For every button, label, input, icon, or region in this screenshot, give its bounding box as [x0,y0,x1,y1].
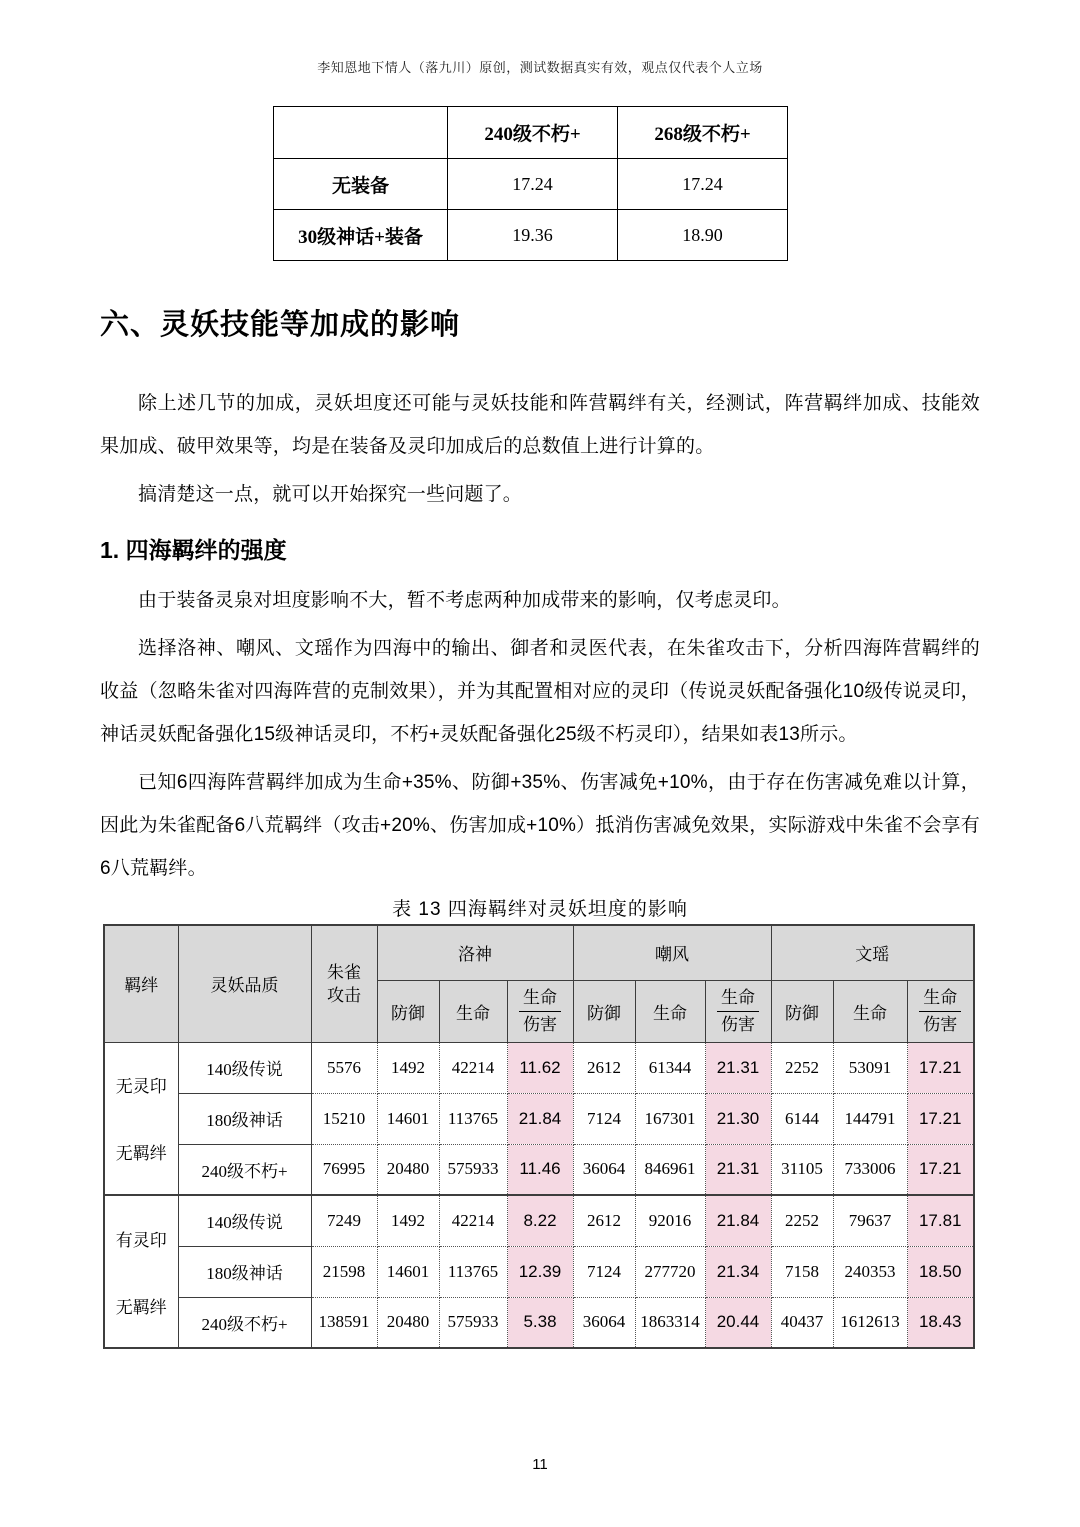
header-chaofeng-hp: 生命 [635,980,705,1042]
top-table-row-label: 30级神话+装备 [274,210,448,261]
header-group-luoshen: 洛神 [377,925,573,980]
quality-cell: 140级传说 [178,1042,311,1093]
header-wenyao-ratio [907,980,974,1042]
bond-label-line: 无灵印 [115,1077,167,1097]
luoshen-def-cell: 20480 [377,1297,439,1348]
luoshen-def-cell: 1492 [377,1195,439,1246]
chaofeng-ratio-cell: 21.34 [705,1246,771,1297]
zhuque-attack-cell: 5576 [311,1042,377,1093]
luoshen-ratio-cell: 21.84 [507,1093,573,1144]
chaofeng-hp-cell: 1863314 [635,1297,705,1348]
luoshen-hp-cell: 113765 [439,1246,507,1297]
chaofeng-ratio-cell: 21.30 [705,1093,771,1144]
wenyao-hp-cell: 53091 [833,1042,907,1093]
header-zhuque-line2: 攻击 [327,985,361,1005]
luoshen-hp-cell: 42214 [439,1195,507,1246]
chaofeng-def-cell: 2612 [573,1042,635,1093]
section-heading: 六、灵妖技能等加成的影响 [100,309,461,341]
table-row [104,1042,974,1093]
luoshen-hp-cell: 113765 [439,1093,507,1144]
header-chaofeng-ratio [705,980,771,1042]
page-header-note: 李知恩地下情人（落九川）原创，测试数据真实有效，观点仅代表个人立场 [317,60,763,75]
chaofeng-def-cell: 36064 [573,1144,635,1195]
luoshen-def-cell: 1492 [377,1042,439,1093]
luoshen-ratio-cell: 5.38 [507,1297,573,1348]
wenyao-hp-cell: 1612613 [833,1297,907,1348]
luoshen-hp-cell: 575933 [439,1144,507,1195]
zhuque-attack-cell: 21598 [311,1246,377,1297]
chaofeng-hp-cell: 61344 [635,1042,705,1093]
zhuque-attack-cell: 76995 [311,1144,377,1195]
wenyao-hp-cell: 79637 [833,1195,907,1246]
quality-cell: 180级神话 [178,1246,311,1297]
quality-cell: 180级神话 [178,1093,311,1144]
wenyao-ratio-cell: 17.21 [907,1093,974,1144]
table-row [274,159,788,210]
luoshen-ratio-cell: 8.22 [507,1195,573,1246]
header-quality: 灵妖品质 [178,925,311,1042]
wenyao-hp-cell: 240353 [833,1246,907,1297]
header-luoshen-def: 防御 [377,980,439,1042]
chaofeng-hp-cell: 167301 [635,1093,705,1144]
paragraph: 已知6四海阵营羁绊加成为生命+35%、防御+35%、伤害减免+10%，由于存在伤害减免难以计算，因此为朱雀配备6八荒羁绊（攻击+20%、伤害加成+10%）抵消伤害减免效果，实际游戏中朱雀不会享有6八荒羁绊。 [100,772,980,879]
header-zhuque-attack [311,925,377,1042]
hp-damage-fraction: $\frac{\text{生命}}{\text{伤害}}$ [717,987,759,1036]
table13-bond-effect-table [103,924,975,1349]
luoshen-hp-cell: 575933 [439,1297,507,1348]
header-chaofeng-def: 防御 [573,980,635,1042]
wenyao-ratio-cell: 17.21 [907,1144,974,1195]
header-zhuque-line1: 朱雀 [327,962,361,982]
header-group-chaofeng: 嘲风 [573,925,771,980]
subsection-heading: 1. 四海羁绊的强度 [100,537,287,563]
zhuque-attack-cell: 138591 [311,1297,377,1348]
table-header-row [104,925,974,980]
table-row [104,1246,974,1297]
wenyao-hp-cell: 144791 [833,1093,907,1144]
wenyao-ratio-cell: 18.50 [907,1246,974,1297]
top-table-row-label: 无装备 [274,159,448,210]
top-table-col-header-240: 240级不朽+ [448,107,618,159]
header-luoshen-hp: 生命 [439,980,507,1042]
table-header-row [274,107,788,159]
luoshen-def-cell: 14601 [377,1093,439,1144]
header-bond: 羁绊 [104,925,178,1042]
table13-caption: 表 13 四海羁绊对灵妖坦度的影响 [392,899,688,920]
paragraph: 搞清楚这一点，就可以开始探究一些问题了。 [138,484,523,505]
wenyao-ratio-cell: 17.81 [907,1195,974,1246]
chaofeng-hp-cell: 846961 [635,1144,705,1195]
quality-cell: 240级不朽+ [178,1144,311,1195]
wenyao-def-cell: 2252 [771,1042,833,1093]
bond-label-line: 无羁绊 [115,1297,167,1317]
chaofeng-hp-cell: 92016 [635,1195,705,1246]
top-table-value: 17.24 [448,159,618,210]
top-table-value: 17.24 [618,159,788,210]
table-row [104,1195,974,1246]
wenyao-def-cell: 31105 [771,1144,833,1195]
chaofeng-def-cell: 36064 [573,1297,635,1348]
header-luoshen-ratio [507,980,573,1042]
chaofeng-def-cell: 7124 [573,1246,635,1297]
quality-cell: 240级不朽+ [178,1297,311,1348]
luoshen-def-cell: 20480 [377,1144,439,1195]
chaofeng-ratio-cell: 21.31 [705,1144,771,1195]
bond-label-line: 有灵印 [115,1230,167,1250]
page-number: 11 [532,1456,548,1473]
wenyao-def-cell: 7158 [771,1246,833,1297]
chaofeng-def-cell: 7124 [573,1093,635,1144]
paragraph: 由于装备灵泉对坦度影响不大，暂不考虑两种加成带来的影响，仅考虑灵印。 [138,590,791,611]
chaofeng-hp-cell: 277720 [635,1246,705,1297]
luoshen-def-cell: 14601 [377,1246,439,1297]
luoshen-ratio-cell: 11.46 [507,1144,573,1195]
zhuque-attack-cell: 15210 [311,1093,377,1144]
bond-label-line: 无羁绊 [115,1144,167,1164]
table-row [104,1297,974,1348]
wenyao-ratio-cell: 18.43 [907,1297,974,1348]
hp-damage-fraction: $\frac{\text{生命}}{\text{伤害}}$ [519,987,561,1036]
chaofeng-ratio-cell: 21.31 [705,1042,771,1093]
top-table-value: 19.36 [448,210,618,261]
quality-cell: 140级传说 [178,1195,311,1246]
luoshen-hp-cell: 42214 [439,1042,507,1093]
wenyao-ratio-cell: 17.21 [907,1042,974,1093]
top-table-corner-cell [274,107,448,159]
chaofeng-def-cell: 2612 [573,1195,635,1246]
header-wenyao-hp: 生命 [833,980,907,1042]
header-wenyao-def: 防御 [771,980,833,1042]
table-row [274,210,788,261]
bond-group-label [104,1195,178,1348]
bond-group-label [104,1042,178,1195]
paragraph: 除上述几节的加成，灵妖坦度还可能与灵妖技能和阵营羁绊有关，经测试，阵营羁绊加成、技能效果加成、破甲效果等，均是在装备及灵印加成后的总数值上进行计算的。 [100,393,980,457]
wenyao-def-cell: 40437 [771,1297,833,1348]
table-row [104,1093,974,1144]
wenyao-hp-cell: 733006 [833,1144,907,1195]
chaofeng-ratio-cell: 21.84 [705,1195,771,1246]
top-table-value: 18.90 [618,210,788,261]
header-group-wenyao: 文瑶 [771,925,974,980]
luoshen-ratio-cell: 11.62 [507,1042,573,1093]
paragraph: 选择洛神、嘲风、文瑶作为四海中的输出、御者和灵医代表，在朱雀攻击下，分析四海阵营羁绊的收益（忽略朱雀对四海阵营的克制效果），并为其配置相对应的灵印（传说灵妖配备强化10级传说灵印，神话灵妖配备强化15级神话灵印，不朽+灵妖配备强化25级不朽灵印），结果如表13所示。 [100,638,980,745]
equipment-comparison-table [273,106,788,261]
top-table-col-header-268: 268级不朽+ [618,107,788,159]
hp-damage-fraction: $\frac{\text{生命}}{\text{伤害}}$ [919,987,961,1036]
zhuque-attack-cell: 7249 [311,1195,377,1246]
wenyao-def-cell: 6144 [771,1093,833,1144]
wenyao-def-cell: 2252 [771,1195,833,1246]
luoshen-ratio-cell: 12.39 [507,1246,573,1297]
chaofeng-ratio-cell: 20.44 [705,1297,771,1348]
table-row [104,1144,974,1195]
